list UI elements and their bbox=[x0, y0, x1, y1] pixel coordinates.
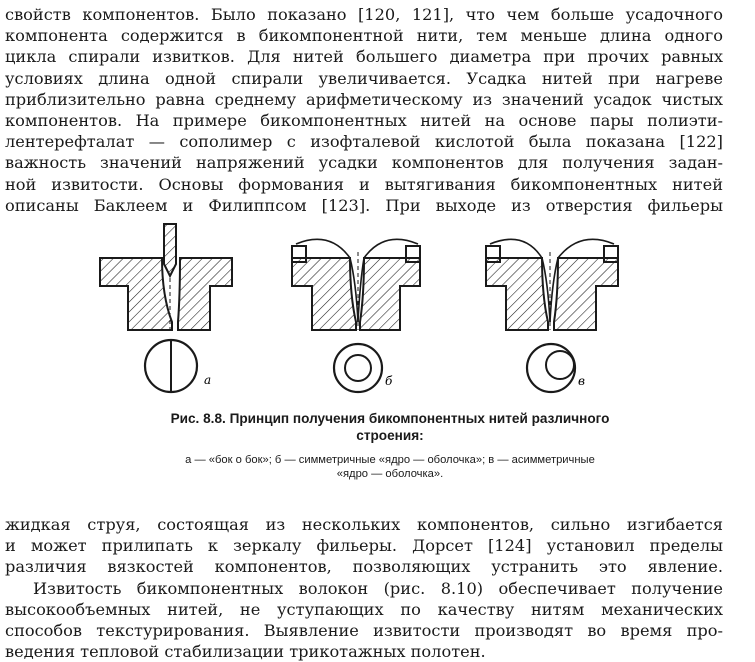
figure-caption bbox=[90, 410, 690, 444]
spinneret-symmetric-core bbox=[292, 239, 420, 392]
text-line: компонентов. На примере бикомпонентных нитей на основе пары полиэти- bbox=[5, 111, 723, 131]
text-line: компонента содержится в бикомпонентной нити, тем меньше длина одного bbox=[5, 26, 723, 46]
label-b: б bbox=[385, 374, 393, 388]
text-paragraph-bottom bbox=[5, 514, 723, 662]
text-line: лентерефталат — сополимер с изофталевой кислотой была показана [122] bbox=[5, 132, 723, 152]
label-a: а bbox=[204, 373, 212, 387]
text-line: различия вязкостей компонентов, позволяющих устранить это явление. bbox=[5, 557, 723, 577]
text-line: ведения тепловой стабилизации трикотажных полотен. bbox=[5, 642, 486, 662]
text-line: важность значений напряжений усадки компонентов для получения задан- bbox=[5, 153, 723, 173]
text-line: цикла спирали извитков. Для нитей большего диаметра при прочих равных bbox=[5, 47, 723, 67]
legend-line: «ядро — оболочка». bbox=[336, 468, 444, 480]
text-line: высокообъемных нитей, не уступающих по качеству нитям механических bbox=[5, 599, 723, 619]
figure-legend bbox=[90, 453, 690, 481]
caption-line: строения: bbox=[356, 428, 424, 443]
text-paragraph-top bbox=[5, 4, 723, 216]
text-line: способов текстурирования. Выявление извитости производят во время про- bbox=[5, 621, 723, 641]
text-line: свойств компонентов. Было показано [120, 121], что чем больше усадочного bbox=[5, 5, 723, 24]
legend-line: а — «бок о бок»; б — симметричные «ядро — оболочка»; в — асимметричные bbox=[185, 454, 595, 466]
spinneret-side-by-side bbox=[100, 224, 232, 392]
text-line: жидкая струя, состоящая из нескольких компонентов, сильно изгибается bbox=[5, 515, 723, 534]
text-line: описаны Баклеем и Филиппсом [123]. При выходе из отверстия фильеры bbox=[5, 195, 723, 215]
text-line: и может прилипать к зеркалу фильеры. Дорсет [124] установил пределы bbox=[5, 536, 723, 556]
text-line: ной извитости. Основы формования и вытягивания бикомпонентных нитей bbox=[5, 174, 723, 194]
spinneret-asymmetric-core bbox=[486, 239, 618, 392]
text-line: Извитость бикомпонентных волокон (рис. 8.10) обеспечивает получение bbox=[33, 578, 723, 598]
label-c: в bbox=[578, 374, 585, 388]
caption-line: Рис. 8.8. Принцип получения бикомпонентных нитей различного bbox=[170, 411, 610, 426]
text-line: приблизительно равна среднему арифметическому из значений усадок чистых bbox=[5, 89, 723, 109]
text-line: условиях длина одной спирали увеличивается. Усадка нитей при нагреве bbox=[5, 68, 723, 88]
spinneret-diagram bbox=[80, 222, 680, 402]
